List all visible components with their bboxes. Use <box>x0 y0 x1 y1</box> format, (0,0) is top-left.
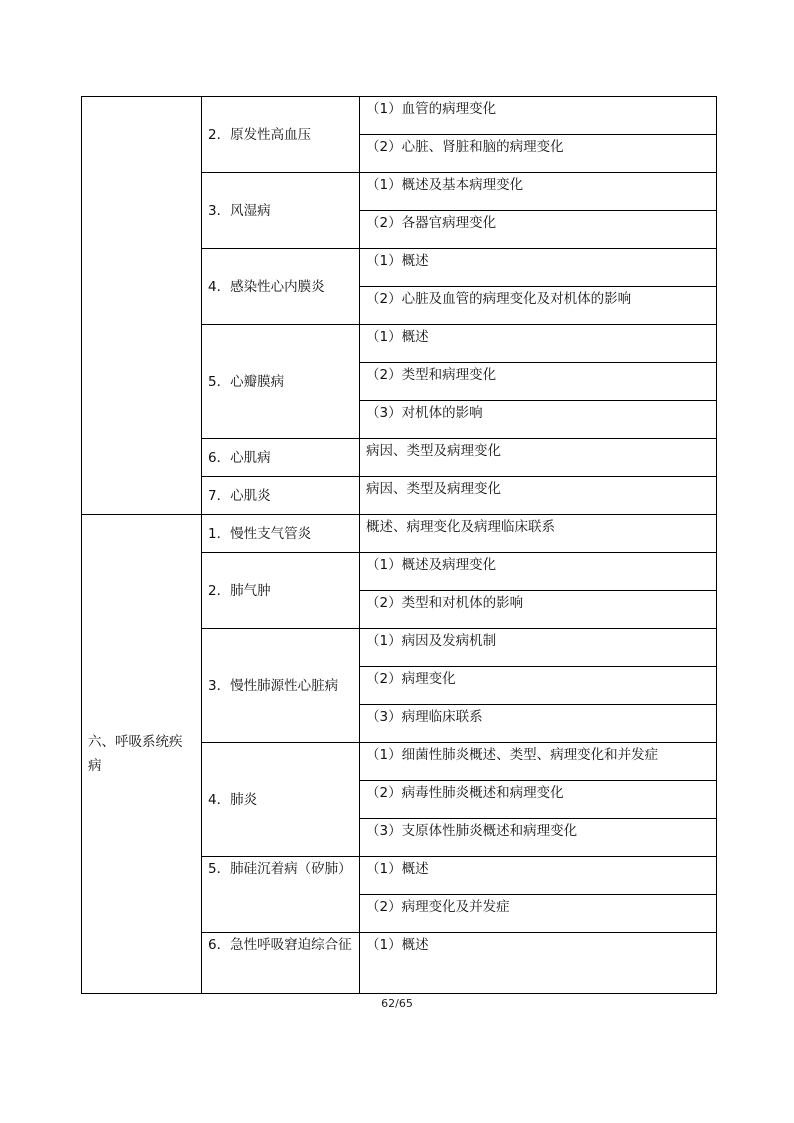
topic-silicosis: 5．肺硅沉着病（矽肺） <box>202 857 360 933</box>
topic-hypertension: 2．原发性高血压 <box>202 97 360 173</box>
detail-cell: （1）概述 <box>360 325 717 363</box>
detail-cell: （1）血管的病理变化 <box>360 97 717 135</box>
topic-pneumonia: 4．肺炎 <box>202 743 360 857</box>
detail-cell: 病因、类型及病理变化 <box>360 477 717 515</box>
detail-cell: 病因、类型及病理变化 <box>360 439 717 477</box>
detail-cell: （2）病毒性肺炎概述和病理变化 <box>360 781 717 819</box>
page-number: 62/65 <box>381 997 413 1010</box>
topic-cardiomyopathy: 6．心肌病 <box>202 439 360 477</box>
detail-cell: （2）类型和病理变化 <box>360 363 717 401</box>
topic-chronic-bronchitis: 1．慢性支气管炎 <box>202 515 360 553</box>
topic-myocarditis: 7．心肌炎 <box>202 477 360 515</box>
syllabus-table <box>81 96 717 994</box>
detail-cell: （3）病理临床联系 <box>360 705 717 743</box>
detail-cell: （1）病因及发病机制 <box>360 629 717 667</box>
topic-ards: 6．急性呼吸窘迫综合征 <box>202 933 360 994</box>
detail-cell: 概述、病理变化及病理临床联系 <box>360 515 717 553</box>
detail-cell: （2）心脏、肾脏和脑的病理变化 <box>360 135 717 173</box>
detail-cell: （1）概述 <box>360 857 717 895</box>
detail-cell: （3）支原体性肺炎概述和病理变化 <box>360 819 717 857</box>
detail-cell: （2）各器官病理变化 <box>360 211 717 249</box>
detail-cell: （1）细菌性肺炎概述、类型、病理变化和并发症 <box>360 743 717 781</box>
detail-cell: （1）概述 <box>360 249 717 287</box>
detail-cell: （1）概述及基本病理变化 <box>360 173 717 211</box>
topic-valvular-disease: 5．心瓣膜病 <box>202 325 360 439</box>
topic-rheumatism: 3．风湿病 <box>202 173 360 249</box>
topic-endocarditis: 4．感染性心内膜炎 <box>202 249 360 325</box>
detail-cell: （3）对机体的影响 <box>360 401 717 439</box>
topic-cor-pulmonale: 3．慢性肺源性心脏病 <box>202 629 360 743</box>
topic-emphysema: 2．肺气肿 <box>202 553 360 629</box>
detail-cell: （2）病理变化及并发症 <box>360 895 717 933</box>
detail-cell: （2）病理变化 <box>360 667 717 705</box>
section-cell-cardiovascular <box>82 97 202 515</box>
detail-cell: （2）类型和对机体的影响 <box>360 591 717 629</box>
detail-cell: （2）心脏及血管的病理变化及对机体的影响 <box>360 287 717 325</box>
section-cell-respiratory: 六、呼吸系统疾病 <box>82 515 202 994</box>
detail-cell: （1）概述及病理变化 <box>360 553 717 591</box>
detail-cell: （1）概述 <box>360 933 717 994</box>
